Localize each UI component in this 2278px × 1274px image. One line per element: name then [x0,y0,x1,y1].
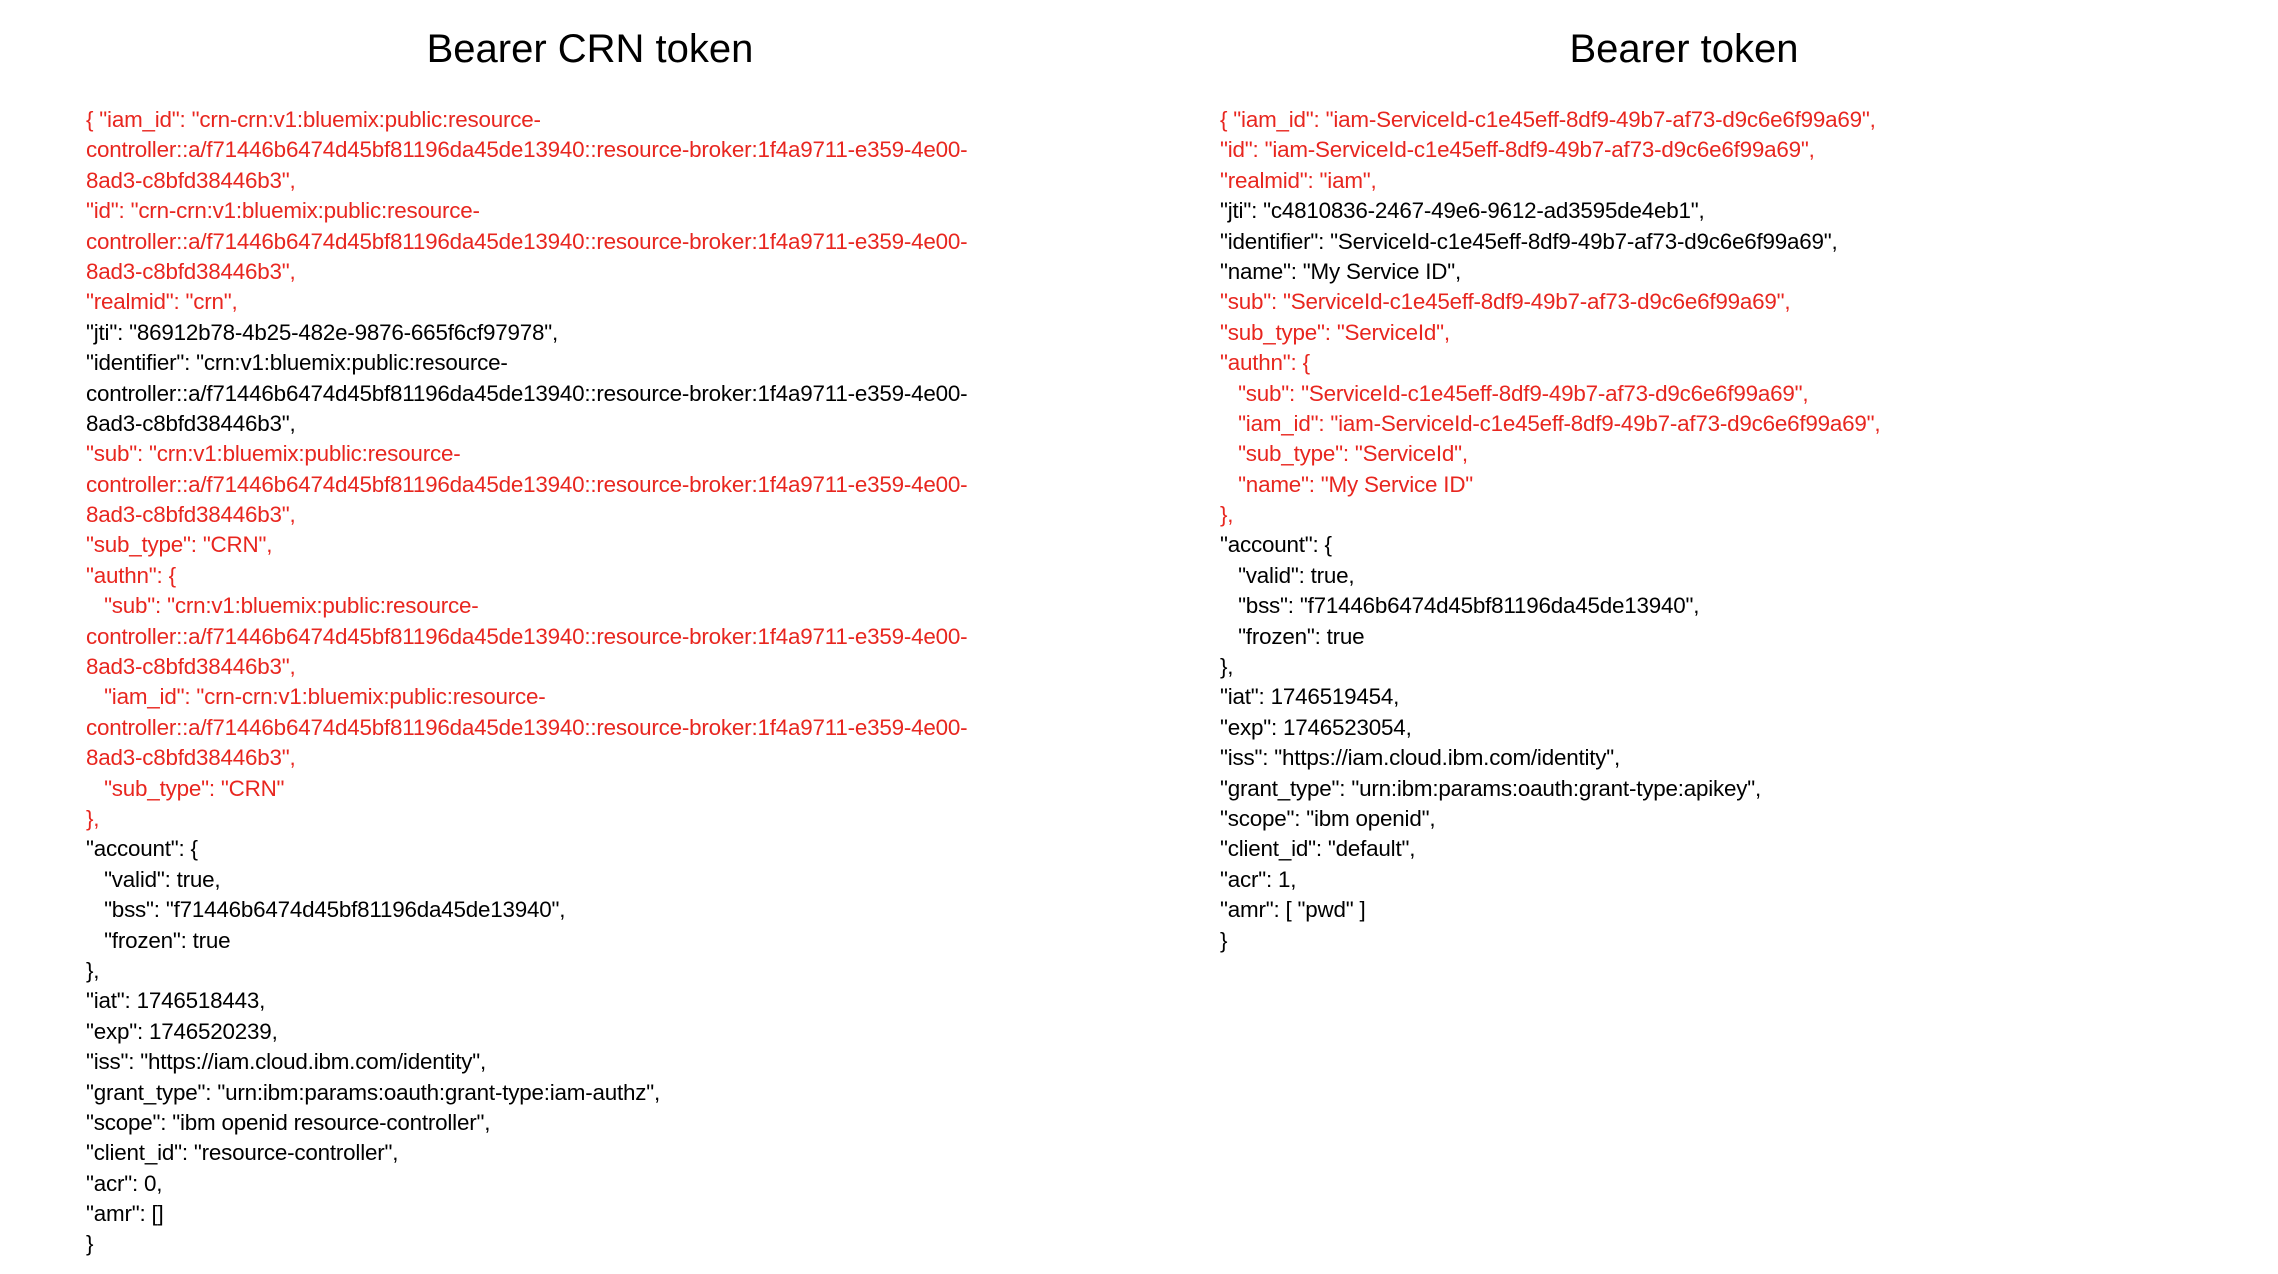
json-line: "sub_type": "ServiceId", [1220,319,1450,345]
json-line: "client_id": "default", [1220,836,1416,862]
json-line: "sub": "ServiceId-c1e45eff-8df9-49b7-af73-d9c6e6f99a69", [1220,380,1809,406]
json-line: 8ad3-c8bfd38446b3", [86,654,296,680]
json-line: "bss": "f71446b6474d45bf81196da45de13940", [1220,593,1700,619]
json-line: "amr": [] [86,1201,164,1227]
json-line: "account": { [86,836,198,862]
token-json-block [1220,105,2260,956]
json-line: "scope": "ibm openid resource-controller", [86,1109,491,1135]
json-line: "iat": 1746519454, [1220,684,1400,710]
json-line: "authn": { [86,562,176,588]
json-line: "jti": "c4810836-2467-49e6-9612-ad3595de4eb1", [1220,198,1705,224]
json-line: } [86,1231,94,1257]
json-line: "realmid": "crn", [86,289,238,315]
json-line: "frozen": true [86,927,231,953]
json-line: "jti": "86912b78-4b25-482e-9876-665f6cf97978", [86,319,559,345]
json-line: 8ad3-c8bfd38446b3", [86,410,296,436]
json-line: }, [1220,502,1234,528]
json-line: "amr": [ "pwd" ] [1220,897,1366,923]
json-line: "sub": "crn:v1:bluemix:public:resource- [86,441,461,467]
json-line: "grant_type": "urn:ibm:params:oauth:grant-type:apikey", [1220,775,1762,801]
json-line: 8ad3-c8bfd38446b3", [86,258,296,284]
json-line: { "iam_id": "iam-ServiceId-c1e45eff-8df9-49b7-af73-d9c6e6f99a69", [1220,107,1876,132]
json-line: "scope": "ibm openid", [1220,805,1436,831]
json-line: controller::a/f71446b6474d45bf81196da45de13940::resource-broker:1f4a9711-e359-4e00- [86,471,968,497]
json-line: controller::a/f71446b6474d45bf81196da45de13940::resource-broker:1f4a9711-e359-4e00- [86,380,968,406]
json-line: "identifier": "crn:v1:bluemix:public:resource- [86,350,508,376]
json-line: } [1220,927,1228,953]
json-line: "sub_type": "CRN" [86,775,285,801]
token-json-block [86,105,1146,1260]
json-line: }, [86,805,100,831]
json-line: controller::a/f71446b6474d45bf81196da45de13940::resource-broker:1f4a9711-e359-4e00- [86,623,968,649]
json-line: controller::a/f71446b6474d45bf81196da45de13940::resource-broker:1f4a9711-e359-4e00- [86,714,968,740]
json-line: "iam_id": "crn-crn:v1:bluemix:public:resource- [86,684,546,710]
json-line: "sub_type": "CRN", [86,532,273,558]
json-line: { "iam_id": "crn-crn:v1:bluemix:public:resource- [86,107,541,132]
json-line: "id": "crn-crn:v1:bluemix:public:resource- [86,198,480,224]
json-line: controller::a/f71446b6474d45bf81196da45de13940::resource-broker:1f4a9711-e359-4e00- [86,137,968,163]
json-line: "iss": "https://iam.cloud.ibm.com/identity", [86,1049,487,1075]
json-line: "sub": "ServiceId-c1e45eff-8df9-49b7-af73-d9c6e6f99a69", [1220,289,1791,315]
json-line: "name": "My Service ID", [1220,258,1462,284]
json-line: "acr": 0, [86,1170,163,1196]
panel-title: Bearer CRN token [426,27,754,71]
json-line: controller::a/f71446b6474d45bf81196da45de13940::resource-broker:1f4a9711-e359-4e00- [86,228,968,254]
json-line: "identifier": "ServiceId-c1e45eff-8df9-49b7-af73-d9c6e6f99a69", [1220,228,1838,254]
json-line: "valid": true, [86,866,221,892]
json-line: "valid": true, [1220,562,1355,588]
json-line: "realmid": "iam", [1220,167,1377,193]
json-line: }, [86,957,100,983]
json-line: "exp": 1746520239, [86,1018,278,1044]
json-line: "iss": "https://iam.cloud.ibm.com/identity", [1220,745,1621,771]
json-line: "acr": 1, [1220,866,1297,892]
panel-title: Bearer token [1569,27,1799,71]
json-line: "authn": { [1220,350,1310,376]
json-line: "iat": 1746518443, [86,988,266,1014]
json-line: "exp": 1746523054, [1220,714,1412,740]
json-line: 8ad3-c8bfd38446b3", [86,167,296,193]
json-line: "grant_type": "urn:ibm:params:oauth:grant-type:iam-authz", [86,1079,661,1105]
json-line: "sub": "crn:v1:bluemix:public:resource- [86,593,479,619]
json-line: }, [1220,654,1234,680]
json-line: "iam_id": "iam-ServiceId-c1e45eff-8df9-49b7-af73-d9c6e6f99a69", [1220,410,1881,436]
json-line: 8ad3-c8bfd38446b3", [86,502,296,528]
json-line: "client_id": "resource-controller", [86,1140,399,1166]
json-line: 8ad3-c8bfd38446b3", [86,745,296,771]
json-line: "id": "iam-ServiceId-c1e45eff-8df9-49b7-af73-d9c6e6f99a69", [1220,137,1815,163]
json-line: "frozen": true [1220,623,1365,649]
json-line: "account": { [1220,532,1332,558]
json-line: "bss": "f71446b6474d45bf81196da45de13940", [86,897,566,923]
json-line: "sub_type": "ServiceId", [1220,441,1468,467]
json-line: "name": "My Service ID" [1220,471,1474,497]
